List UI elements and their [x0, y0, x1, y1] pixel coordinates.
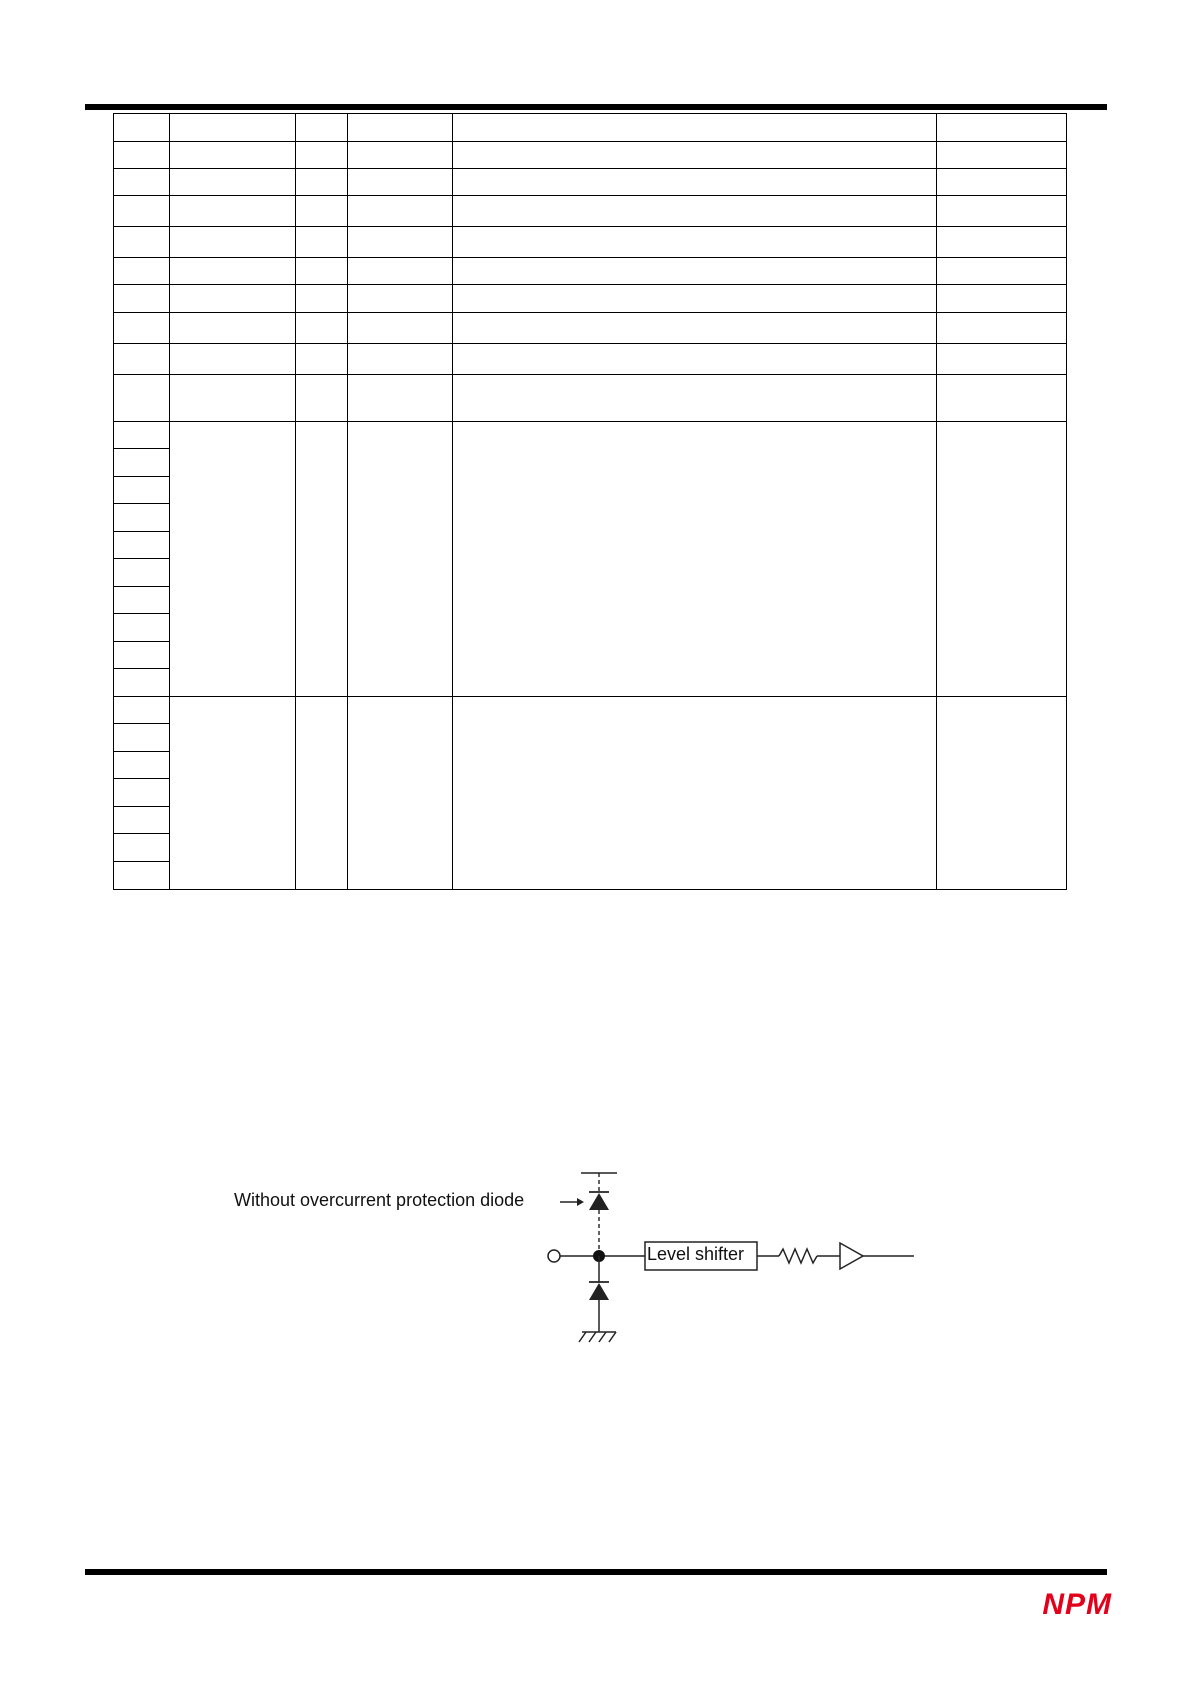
header-rule: [85, 104, 1107, 110]
input-terminal-icon: [548, 1250, 560, 1262]
table-row: [114, 258, 1067, 285]
ground-icon: [579, 1332, 616, 1342]
lower-diode-icon: [589, 1282, 609, 1300]
no-protection-diode-label: Without overcurrent protection diode: [234, 1190, 525, 1210]
input-circuit-diagram: [206, 1156, 966, 1352]
table-row: [114, 169, 1067, 196]
resistor-icon: [779, 1249, 817, 1263]
table-row: [114, 422, 1067, 449]
table-row: [114, 142, 1067, 169]
pin-table: [113, 113, 1067, 890]
table-row: [114, 227, 1067, 258]
table-row: [114, 344, 1067, 375]
npm-logo: NPM: [1042, 1588, 1112, 1621]
level-shifter-label: Level shifter: [647, 1244, 745, 1264]
upper-diode-icon: [589, 1192, 609, 1210]
arrow-right-icon: [560, 1198, 584, 1206]
buffer-icon: [840, 1243, 863, 1269]
table-row: [114, 375, 1067, 422]
table-row: [114, 285, 1067, 313]
footer-rule: [85, 1569, 1107, 1575]
table-row: [114, 697, 1067, 724]
table-row: [114, 196, 1067, 227]
table-row: [114, 114, 1067, 142]
circuit-schematic: [206, 1156, 966, 1352]
table-row: [114, 313, 1067, 344]
